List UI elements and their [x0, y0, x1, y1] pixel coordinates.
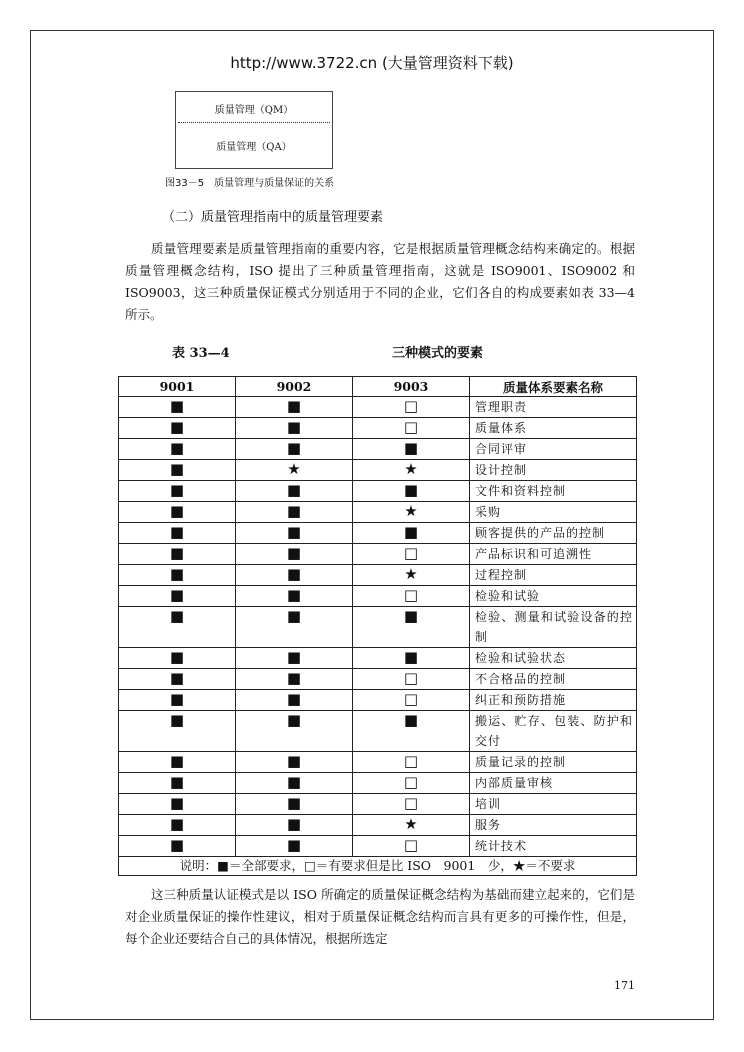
element-name-cell: 服务 — [470, 815, 637, 836]
diagram-dotted-divider — [178, 122, 330, 123]
col-9002-symbol: ■ — [236, 815, 353, 836]
element-name-cell: 顾客提供的产品的控制 — [470, 523, 637, 544]
table-row — [119, 794, 637, 815]
header-url: http://www.3722.cn (大量管理资料下载) — [230, 54, 514, 72]
table-row — [119, 711, 637, 752]
table-row — [119, 607, 637, 648]
section-heading: （二）质量管理指南中的质量管理要素 — [162, 210, 384, 225]
table-row — [119, 669, 637, 690]
element-name-cell: 产品标识和可追溯性 — [470, 544, 637, 565]
paragraph-closing: 这三种质量认证模式是以 ISO 所确定的质量保证概念结构为基础而建立起来的，它们是对企业质量保证的操作性建议，相对于质量保证概念结构而言具有更多的可操作性，但是，每个企业还要结合自己的具体情况，根据所选定 — [125, 887, 635, 946]
col-9003-symbol: ■ — [353, 711, 470, 752]
col-9002-symbol: ■ — [236, 418, 353, 439]
col-9002-symbol: ■ — [236, 711, 353, 752]
element-name-cell: 纠正和预防措施 — [470, 690, 637, 711]
col-9002-symbol: ■ — [236, 523, 353, 544]
table-row — [119, 481, 637, 502]
col-9001-symbol: ■ — [119, 836, 236, 857]
col-9002-symbol: ■ — [236, 794, 353, 815]
table-row — [119, 502, 637, 523]
page-number: 171 — [614, 979, 635, 992]
col-9002-symbol: ■ — [236, 669, 353, 690]
table-number: 表 33—4 — [172, 346, 230, 361]
col-9002-symbol: ■ — [236, 836, 353, 857]
table-row — [119, 544, 637, 565]
col-9002-symbol: ■ — [236, 439, 353, 460]
table-row — [119, 586, 637, 607]
col-9002-symbol: ■ — [236, 773, 353, 794]
element-name-cell: 检验和试验状态 — [470, 648, 637, 669]
header-9002: 9002 — [236, 377, 353, 397]
col-9001-symbol: ■ — [119, 481, 236, 502]
table-note-row — [119, 857, 637, 876]
table-row — [119, 836, 637, 857]
header-element-name: 质量体系要素名称 — [470, 377, 637, 397]
col-9001-symbol: ■ — [119, 773, 236, 794]
col-9001-symbol: ■ — [119, 418, 236, 439]
element-name-cell: 不合格品的控制 — [470, 669, 637, 690]
element-name-cell: 搬运、贮存、包装、防护和交付 — [470, 711, 637, 752]
col-9003-symbol: ★ — [353, 815, 470, 836]
col-9003-symbol: □ — [353, 586, 470, 607]
col-9003-symbol: □ — [353, 397, 470, 418]
table-title: 三种模式的要素 — [392, 346, 484, 361]
col-9001-symbol: ■ — [119, 586, 236, 607]
col-9003-symbol: ★ — [353, 502, 470, 523]
table-row — [119, 773, 637, 794]
col-9002-symbol: ■ — [236, 481, 353, 502]
table-row — [119, 565, 637, 586]
header-9001: 9001 — [119, 377, 236, 397]
element-name-cell: 统计技术 — [470, 836, 637, 857]
col-9003-symbol: ■ — [353, 481, 470, 502]
qm-qa-diagram — [175, 91, 333, 169]
element-name-cell: 培训 — [470, 794, 637, 815]
col-9001-symbol: ■ — [119, 752, 236, 773]
table-row — [119, 460, 637, 481]
col-9002-symbol: ■ — [236, 544, 353, 565]
table-row — [119, 815, 637, 836]
table-legend-note: 说明：■＝全部要求，□＝有要求但是比 ISO 9001 少，★＝不要求 — [119, 857, 637, 876]
col-9001-symbol: ■ — [119, 544, 236, 565]
col-9002-symbol: ■ — [236, 607, 353, 648]
header-9003: 9003 — [353, 377, 470, 397]
element-name-cell: 质量记录的控制 — [470, 752, 637, 773]
table-row — [119, 690, 637, 711]
col-9002-symbol: ■ — [236, 586, 353, 607]
col-9001-symbol: ■ — [119, 607, 236, 648]
col-9001-symbol: ■ — [119, 502, 236, 523]
col-9003-symbol: ■ — [353, 523, 470, 544]
col-9002-symbol: ■ — [236, 648, 353, 669]
col-9001-symbol: ■ — [119, 648, 236, 669]
element-name-cell: 检验、测量和试验设备的控制 — [470, 607, 637, 648]
table-row — [119, 523, 637, 544]
col-9002-symbol: ■ — [236, 752, 353, 773]
element-name-cell: 内部质量审核 — [470, 773, 637, 794]
col-9001-symbol: ■ — [119, 690, 236, 711]
col-9001-symbol: ■ — [119, 460, 236, 481]
col-9003-symbol: □ — [353, 544, 470, 565]
col-9002-symbol: ■ — [236, 502, 353, 523]
paragraph-intro: 质量管理要素是质量管理指南的重要内容，它是根据质量管理概念结构来确定的。根据质量管理概念结构，ISO 提出了三种质量管理指南，这就是 ISO9001、ISO9002 和 ISO9003，这三种质量保证模式分别适用于不同的企业，它们各自的构成要素如表 33—4 所示。 — [125, 241, 635, 322]
col-9003-symbol: ■ — [353, 648, 470, 669]
col-9003-symbol: □ — [353, 690, 470, 711]
element-name-cell: 设计控制 — [470, 460, 637, 481]
col-9003-symbol: □ — [353, 773, 470, 794]
col-9001-symbol: ■ — [119, 439, 236, 460]
col-9002-symbol: ★ — [236, 460, 353, 481]
col-9001-symbol: ■ — [119, 711, 236, 752]
col-9003-symbol: □ — [353, 418, 470, 439]
element-name-cell: 采购 — [470, 502, 637, 523]
element-name-cell: 质量体系 — [470, 418, 637, 439]
col-9001-symbol: ■ — [119, 794, 236, 815]
col-9003-symbol: ★ — [353, 565, 470, 586]
col-9003-symbol: □ — [353, 794, 470, 815]
col-9002-symbol: ■ — [236, 397, 353, 418]
element-name-cell: 合同评审 — [470, 439, 637, 460]
col-9001-symbol: ■ — [119, 669, 236, 690]
col-9003-symbol: □ — [353, 752, 470, 773]
table-row — [119, 648, 637, 669]
table-row — [119, 752, 637, 773]
table-header-row — [119, 377, 637, 397]
col-9003-symbol: □ — [353, 669, 470, 690]
figure-caption: 图33－5 质量管理与质量保证的关系 — [165, 178, 335, 189]
col-9002-symbol: ■ — [236, 565, 353, 586]
diagram-qa-label: 质量管理（QA） — [216, 142, 292, 153]
col-9001-symbol: ■ — [119, 523, 236, 544]
element-name-cell: 文件和资料控制 — [470, 481, 637, 502]
col-9001-symbol: ■ — [119, 397, 236, 418]
col-9003-symbol: □ — [353, 836, 470, 857]
col-9001-symbol: ■ — [119, 815, 236, 836]
element-name-cell: 检验和试验 — [470, 586, 637, 607]
requirements-table — [118, 376, 637, 876]
col-9003-symbol: ■ — [353, 607, 470, 648]
col-9003-symbol: ★ — [353, 460, 470, 481]
element-name-cell: 过程控制 — [470, 565, 637, 586]
table-row — [119, 397, 637, 418]
col-9001-symbol: ■ — [119, 565, 236, 586]
col-9002-symbol: ■ — [236, 690, 353, 711]
diagram-qm-label: 质量管理（QM） — [214, 105, 294, 116]
table-body — [119, 397, 637, 857]
col-9003-symbol: ■ — [353, 439, 470, 460]
table-row — [119, 418, 637, 439]
table-row — [119, 439, 637, 460]
element-name-cell: 管理职责 — [470, 397, 637, 418]
